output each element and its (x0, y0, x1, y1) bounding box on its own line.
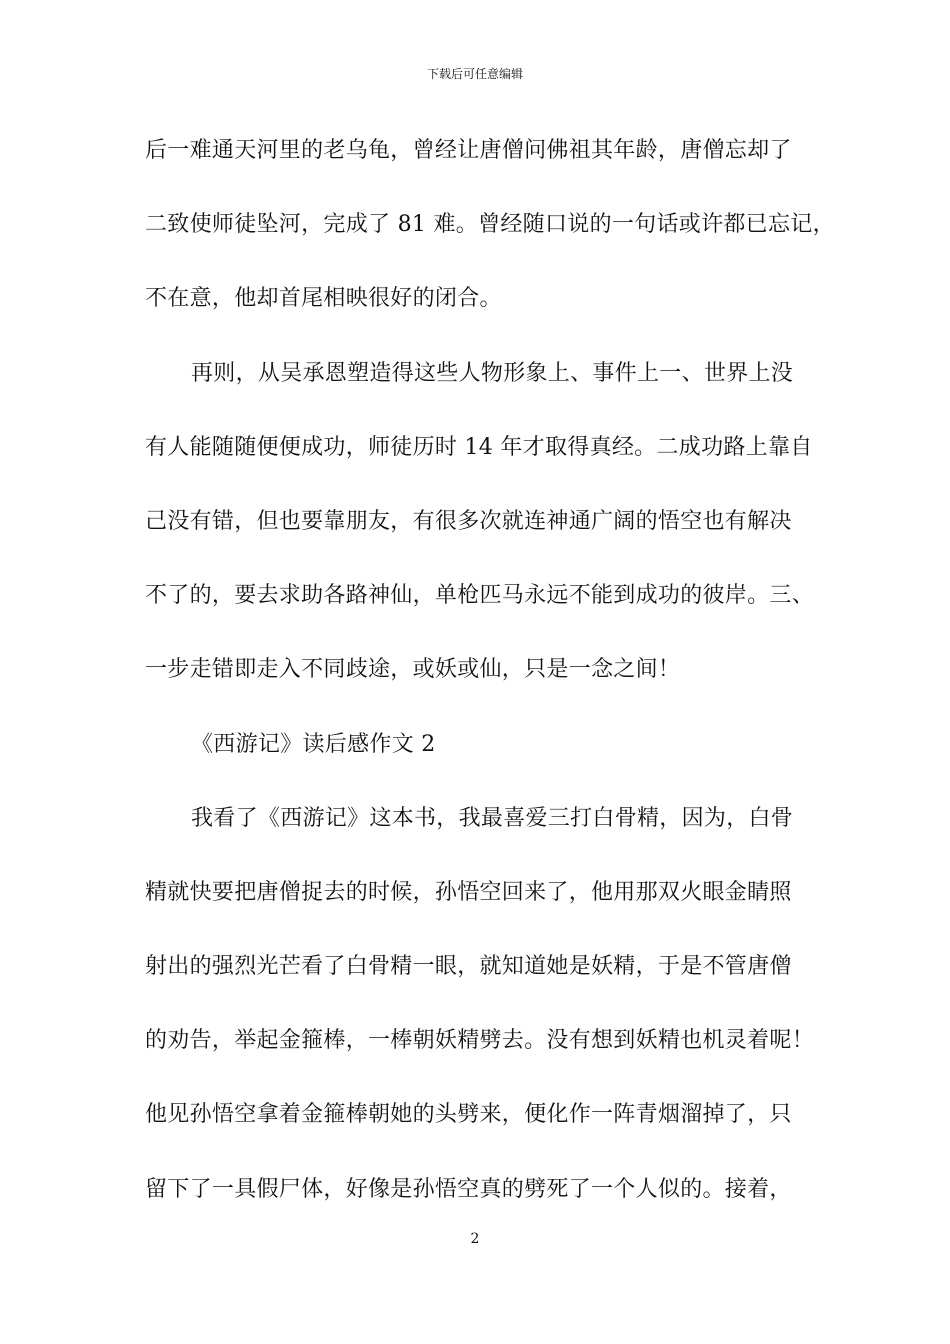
section-title: 《西游记》读后感作文 2 (191, 731, 436, 757)
text-line: 后一难通天河里的老乌龟，曾经让唐僧问佛祖其年龄，唐僧忘却了 (145, 138, 792, 163)
text-line: 再则，从吴承恩塑造得这些人物形象上、事件上一、世界上没 (191, 360, 794, 386)
page-header: 下载后可任意编辑 (426, 67, 523, 81)
text-line: 不了的，要去求助各路神仙，单枪匹马永远不能到成功的彼岸。三、 (145, 583, 815, 609)
text-line: 精就快要把唐僧捉去的时候，孙悟空回来了，他用那双火眼金睛照 (145, 879, 792, 905)
page-number: 2 (470, 1231, 480, 1247)
text-line: 一步走错即走入不同歧途，或妖或仙，只是一念之间！ (145, 657, 681, 683)
text-line: 我看了《西游记》这本书，我最喜爱三打白骨精，因为，白骨 (191, 805, 794, 831)
text-line: 不在意，他却首尾相映很好的闭合。 (145, 286, 502, 312)
document-body (145, 126, 835, 1239)
text-line: 有人能随随便便成功，师徒历时 14 年才取得真经。二成功路上靠自 (145, 434, 813, 460)
text-line: 己没有错，但也要靠朋友，有很多次就连神通广阔的悟空也有解决 (145, 508, 792, 534)
text-line: 射出的强烈光芒看了白骨精一眼，就知道她是妖精，于是不管唐僧 (145, 954, 792, 980)
text-line: 他见孙悟空拿着金箍棒朝她的头劈来，便化作一阵青烟溜掉了，只 (145, 1102, 792, 1128)
text-line: 二致使师徒坠河，完成了 81 难。曾经随口说的一句话或许都已忘记， (145, 212, 835, 238)
text-line: 留下了一具假尸体，好像是孙悟空真的劈死了一个人似的。接着， (145, 1176, 792, 1202)
text-line: 的劝告，举起金箍棒，一棒朝妖精劈去。没有想到妖精也机灵着呢！ (145, 1028, 815, 1054)
